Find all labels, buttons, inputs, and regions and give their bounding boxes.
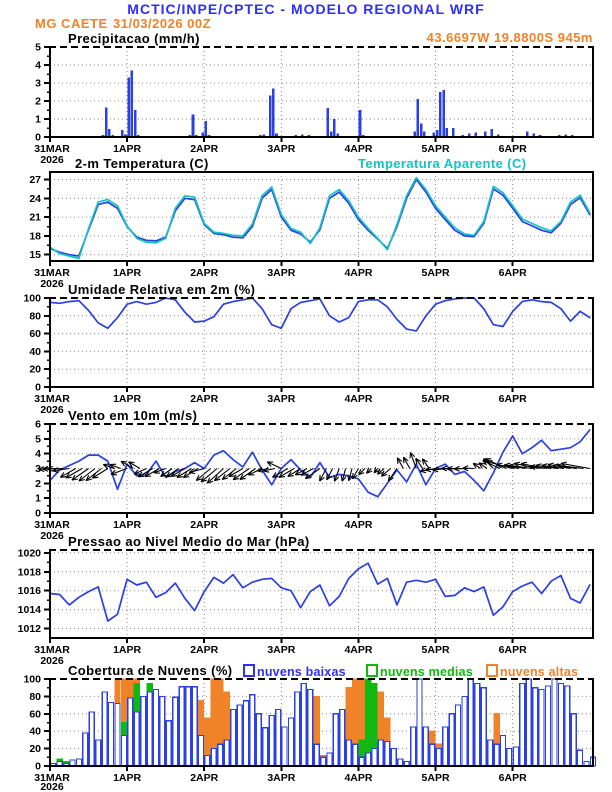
svg-text:3APR: 3APR bbox=[267, 772, 296, 784]
svg-text:1APR: 1APR bbox=[113, 519, 142, 531]
panel-temperatura bbox=[29, 171, 594, 290]
svg-text:1020: 1020 bbox=[17, 547, 41, 560]
svg-text:3APR: 3APR bbox=[267, 143, 296, 155]
station-label: MG CAETE bbox=[35, 16, 108, 31]
svg-text:1APR: 1APR bbox=[113, 143, 142, 155]
svg-text:6APR: 6APR bbox=[498, 519, 527, 531]
umidade-series bbox=[50, 298, 590, 331]
vento-frame bbox=[34, 419, 594, 543]
svg-text:2026: 2026 bbox=[40, 154, 64, 166]
svg-text:0: 0 bbox=[35, 760, 41, 773]
svg-text:31MAR: 31MAR bbox=[34, 519, 70, 531]
coordinates-label: 43.6697W 19.8800S 945m bbox=[426, 30, 593, 45]
svg-text:3APR: 3APR bbox=[267, 644, 296, 656]
svg-text:20: 20 bbox=[29, 743, 41, 756]
svg-text:100: 100 bbox=[23, 292, 41, 305]
svg-text:4APR: 4APR bbox=[344, 644, 373, 656]
svg-text:2: 2 bbox=[35, 477, 41, 490]
svg-text:5APR: 5APR bbox=[421, 143, 450, 155]
svg-text:27: 27 bbox=[29, 174, 41, 187]
panel-title-umidade: Umidade Relativa em 2m (%) bbox=[68, 282, 256, 297]
svg-text:2APR: 2APR bbox=[190, 772, 219, 784]
svg-text:3APR: 3APR bbox=[267, 519, 296, 531]
panel-title-pressao: Pressao ao Nivel Medio do Mar (hPa) bbox=[68, 534, 310, 549]
svg-text:6APR: 6APR bbox=[498, 267, 527, 279]
panel-precipitacao bbox=[34, 42, 594, 167]
svg-text:100: 100 bbox=[23, 673, 41, 686]
svg-text:3: 3 bbox=[35, 463, 41, 475]
legend-label-baixas: nuvens baixas bbox=[257, 665, 346, 679]
svg-text:5APR: 5APR bbox=[421, 519, 450, 531]
svg-text:1: 1 bbox=[35, 113, 41, 126]
legend-label-medias: nuvens medias bbox=[380, 665, 473, 679]
svg-text:6APR: 6APR bbox=[498, 772, 527, 784]
svg-text:2026: 2026 bbox=[40, 655, 64, 667]
svg-text:6APR: 6APR bbox=[498, 644, 527, 656]
umidade-frame bbox=[23, 293, 594, 417]
svg-text:4APR: 4APR bbox=[344, 143, 373, 155]
panel-vento bbox=[34, 419, 594, 543]
svg-text:5APR: 5APR bbox=[421, 393, 450, 405]
svg-text:18: 18 bbox=[29, 230, 41, 243]
svg-text:2APR: 2APR bbox=[190, 519, 219, 531]
svg-text:40: 40 bbox=[29, 725, 41, 738]
svg-text:0: 0 bbox=[35, 131, 41, 144]
panel-title-temperatura: 2-m Temperatura (C) bbox=[75, 156, 209, 171]
svg-text:31MAR: 31MAR bbox=[34, 772, 70, 784]
svg-text:2APR: 2APR bbox=[190, 143, 219, 155]
panel-pressao bbox=[18, 547, 594, 667]
nuvens-series bbox=[51, 679, 596, 766]
svg-text:4APR: 4APR bbox=[344, 267, 373, 279]
svg-text:5: 5 bbox=[35, 41, 41, 54]
svg-text:1016: 1016 bbox=[17, 585, 41, 598]
svg-text:2026: 2026 bbox=[40, 781, 64, 792]
svg-text:2026: 2026 bbox=[40, 278, 64, 290]
svg-text:40: 40 bbox=[29, 345, 41, 358]
svg-text:6: 6 bbox=[35, 418, 41, 431]
svg-text:2026: 2026 bbox=[40, 404, 64, 416]
legend-label-altas: nuvens altas bbox=[500, 665, 579, 679]
svg-text:4APR: 4APR bbox=[344, 393, 373, 405]
svg-text:1APR: 1APR bbox=[113, 772, 142, 784]
svg-text:3: 3 bbox=[35, 77, 41, 90]
panel-title-nuvens: Cobertura de Nuvens (%) bbox=[68, 663, 233, 678]
precipitacao-series bbox=[102, 70, 587, 137]
svg-text:20: 20 bbox=[29, 363, 41, 376]
panel-nuvens bbox=[23, 674, 595, 792]
run-datetime-label: 31/03/2026 00Z bbox=[113, 16, 212, 31]
precipitacao-frame bbox=[34, 42, 594, 167]
svg-text:31MAR: 31MAR bbox=[34, 143, 70, 155]
app-title: MCTIC/INPE/CPTEC - MODELO REGIONAL WRF bbox=[127, 1, 485, 17]
svg-text:80: 80 bbox=[29, 690, 41, 703]
svg-text:31MAR: 31MAR bbox=[34, 393, 70, 405]
svg-text:2APR: 2APR bbox=[190, 393, 219, 405]
svg-text:24: 24 bbox=[29, 192, 41, 205]
svg-text:0: 0 bbox=[35, 381, 41, 394]
temperatura-series bbox=[50, 178, 590, 259]
svg-text:2: 2 bbox=[35, 95, 41, 108]
svg-text:0: 0 bbox=[35, 507, 41, 520]
svg-text:6APR: 6APR bbox=[498, 393, 527, 405]
svg-text:2APR: 2APR bbox=[190, 644, 219, 656]
temperatura-frame bbox=[29, 171, 594, 290]
svg-text:21: 21 bbox=[29, 211, 41, 224]
svg-text:1012: 1012 bbox=[17, 623, 41, 636]
svg-text:15: 15 bbox=[29, 249, 41, 262]
svg-text:3APR: 3APR bbox=[267, 267, 296, 279]
svg-text:4: 4 bbox=[35, 448, 41, 461]
svg-text:5APR: 5APR bbox=[421, 772, 450, 784]
svg-text:1: 1 bbox=[35, 492, 41, 505]
svg-text:1014: 1014 bbox=[17, 604, 41, 617]
svg-text:5APR: 5APR bbox=[421, 267, 450, 279]
svg-text:3APR: 3APR bbox=[267, 393, 296, 405]
svg-text:1APR: 1APR bbox=[113, 267, 142, 279]
svg-text:2026: 2026 bbox=[40, 530, 64, 542]
svg-text:1018: 1018 bbox=[17, 566, 41, 579]
svg-text:2APR: 2APR bbox=[190, 267, 219, 279]
panel-title-precipitacao: Precipitacao (mm/h) bbox=[68, 31, 200, 46]
svg-text:5APR: 5APR bbox=[421, 644, 450, 656]
panel-title-temperatura-aparente: Temperatura Aparente (C) bbox=[358, 156, 527, 171]
panel-umidade bbox=[23, 293, 594, 417]
svg-text:60: 60 bbox=[29, 708, 41, 721]
svg-text:60: 60 bbox=[29, 328, 41, 341]
svg-text:31MAR: 31MAR bbox=[34, 644, 70, 656]
svg-text:31MAR: 31MAR bbox=[34, 267, 70, 279]
vento-series bbox=[39, 430, 590, 497]
svg-text:1APR: 1APR bbox=[113, 644, 142, 656]
svg-text:80: 80 bbox=[29, 310, 41, 323]
svg-text:1APR: 1APR bbox=[113, 393, 142, 405]
svg-text:6APR: 6APR bbox=[498, 143, 527, 155]
panel-title-vento: Vento em 10m (m/s) bbox=[68, 408, 198, 423]
svg-text:4APR: 4APR bbox=[344, 772, 373, 784]
svg-text:4: 4 bbox=[35, 59, 41, 72]
svg-text:4APR: 4APR bbox=[344, 519, 373, 531]
svg-text:5: 5 bbox=[35, 433, 41, 446]
